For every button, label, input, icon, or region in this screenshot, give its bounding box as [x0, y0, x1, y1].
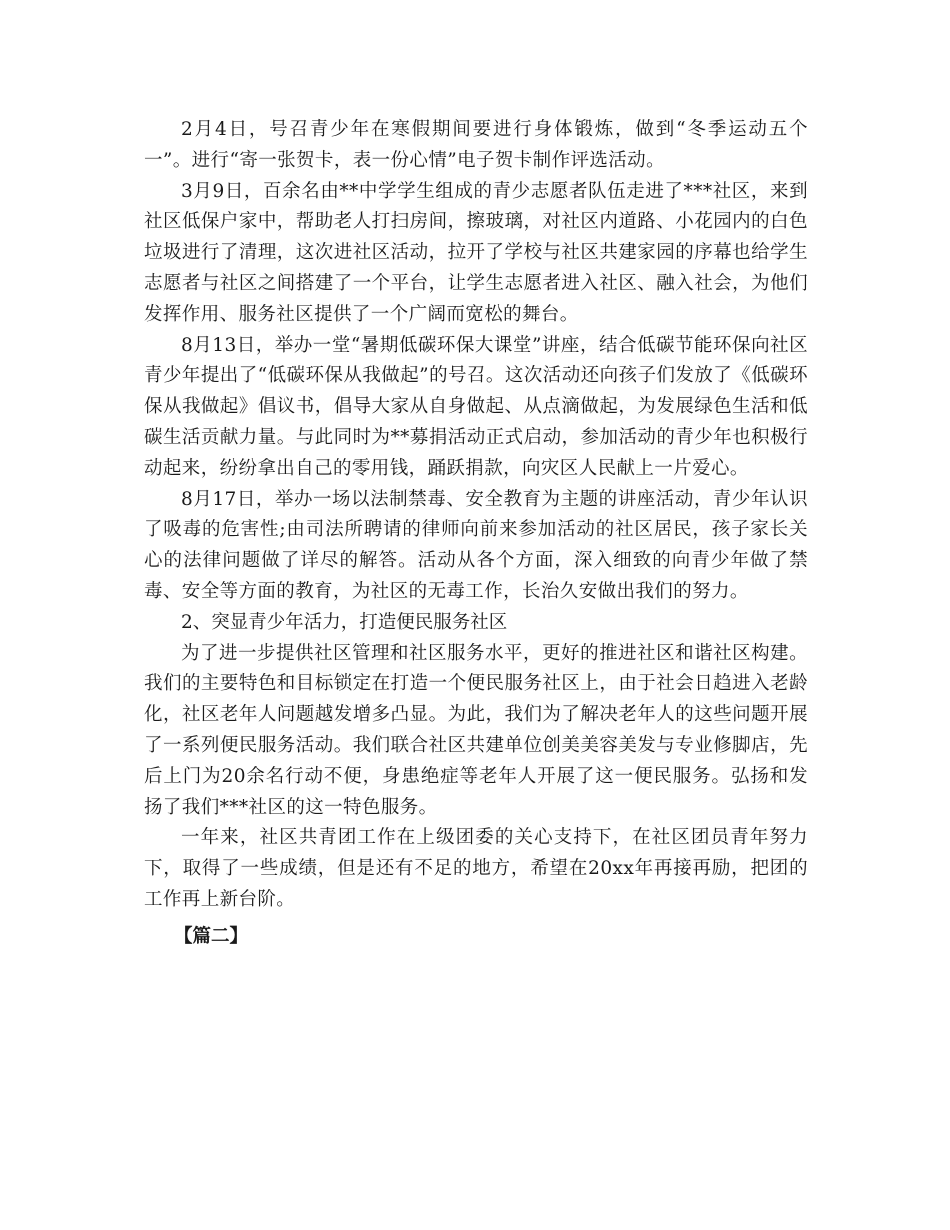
paragraph-year-summary: 一年来，社区共青团工作在上级团委的关心支持下，在社区团员青年努力下，取得了一些成绩，但是还有不足的地方，希望在20xx年再接再励，把团的工作再上新台阶。	[144, 827, 808, 910]
paragraph-community-service: 为了进一步提供社区管理和社区服务水平，更好的推进社区和谐社区构建。我们的主要特色和目标锁定在打造一个便民服务社区上，由于社会日趋进入老龄化，社区老年人问题越发增多凸显。为此，我们为了解决老年人的这些问题开展了一系列便民服务活动。我们联合社区共建单位创美美容美发与专业修脚店，先后上门为20余名行动不便，身患绝症等老年人开展了这一便民服务。弘扬和发扬了我们***社区的这一特色服务。	[144, 642, 808, 818]
paragraph-low-carbon-lecture: 8月13日，举办一堂“暑期低碳环保大课堂”讲座，结合低碳节能环保向社区青少年提出了“低碳环保从我做起”的号召。这次活动还向孩子们发放了《低碳环保从我做起》倡议书，倡导大家从自身做起、从点滴做起，为发展绿色生活和低碳生活贡献力量。与此同时为**募捐活动正式启动，参加活动的青少年也积极行动起来，纷纷拿出自己的零用钱，踊跃捐款，向灾区人民献上一片爱心。	[144, 334, 808, 479]
section-heading: 2、突显青少年活力，打造便民服务社区	[181, 611, 508, 633]
paragraph-drug-prevention-lecture: 8月17日，举办一场以法制禁毒、安全教育为主题的讲座活动，青少年认识了吸毒的危害性;由司法所聘请的律师向前来参加活动的社区居民，孩子家长关心的法律问题做了详尽的解答。活动从各个方面，深入细致的向青少年做了禁毒、安全等方面的教育，为社区的无毒工作，长治久安做出我们的努力。	[144, 488, 808, 602]
paragraph-volunteer-activity: 3月9日，百余名由**中学学生组成的青少志愿者队伍走进了***社区，来到社区低保户家中，帮助老人打扫房间，擦玻璃，对社区内道路、小花园内的白色垃圾进行了清理，这次进社区活动，拉开了学校与社区共建家园的序幕也给学生志愿者与社区之间搭建了一个平台，让学生志愿者进入社区、融入社会，为他们发挥作用、服务社区提供了一个广阔而宽松的舞台。	[144, 180, 808, 325]
paragraph-winter-activities: 2月4日，号召青少年在寒假期间要进行身体锻炼，做到“冬季运动五个一”。进行“寄一张贺卡，表一份心情”电子贺卡制作评选活动。	[144, 119, 808, 171]
section-mark-part-two: 【篇二】	[174, 925, 249, 947]
document-body	[144, 115, 808, 953]
